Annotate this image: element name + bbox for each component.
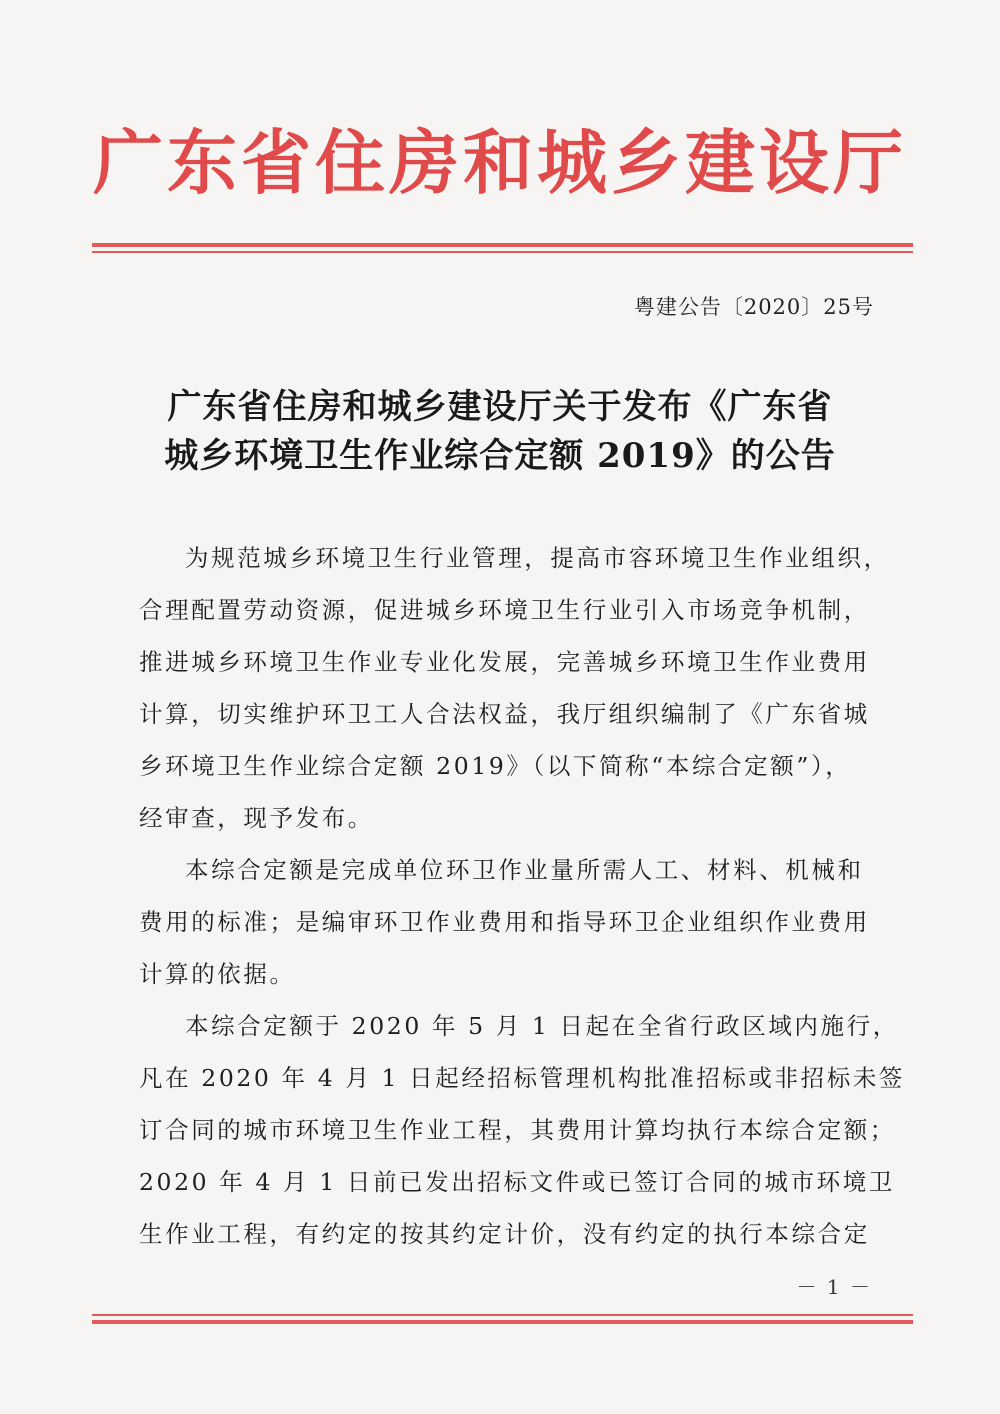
paragraph-3-line: 订合同的城市环境卫生作业工程，其费用计算均执行本综合定额；	[139, 1116, 896, 1144]
header-red-rule-thick	[92, 243, 913, 247]
paragraph-1-line: 计算，切实维护环卫工人合法权益，我厅组织编制了《广东省城	[139, 700, 870, 728]
paragraph-3-line: 生作业工程，有约定的按其约定计价，没有约定的执行本综合定	[139, 1220, 870, 1248]
paragraph-3-line: 2020 年 4 月 1 日前已发出招标文件或已签订合同的城市环境卫	[139, 1168, 895, 1196]
paragraph-2-line: 费用的标准；是编审环卫作业费用和指导环卫企业组织作业费用	[139, 908, 870, 936]
paragraph-2-line: 本综合定额是完成单位环卫作业量所需人工、材料、机械和	[185, 856, 864, 884]
footer-red-rule-thick	[92, 1320, 913, 1324]
header-red-rule-thin	[92, 251, 913, 253]
paragraph-1-line: 乡环境卫生作业综合定额 2019》（以下简称“本综合定额”），	[139, 752, 852, 780]
page-number: － 1 －	[796, 1275, 872, 1299]
paragraph-3-line: 凡在 2020 年 4 月 1 日起经招标管理机构批准招标或非招标未签	[139, 1064, 906, 1092]
paragraph-1-line: 为规范城乡环境卫生行业管理，提高市容环境卫生作业组织，	[185, 544, 890, 572]
document-number: 粤建公告〔2020〕25号	[633, 295, 874, 319]
paragraph-3-line: 本综合定额于 2020 年 5 月 1 日起在全省行政区域内施行，	[185, 1012, 899, 1040]
paragraph-1-line: 经审查，现予发布。	[139, 804, 374, 832]
paragraph-1-line: 合理配置劳动资源，促进城乡环境卫生行业引入市场竞争机制，	[139, 596, 870, 624]
notice-title-line-1: 广东省住房和城乡建设厅关于发布《广东省	[167, 387, 833, 427]
notice-title-line-2: 城乡环境卫生作业综合定额 2019》的公告	[164, 436, 836, 476]
paragraph-2-line: 计算的依据。	[139, 960, 296, 988]
paragraph-1-line: 推进城乡环境卫生作业专业化发展，完善城乡环境卫生作业费用	[139, 648, 870, 676]
footer-red-rule-thin	[92, 1314, 913, 1316]
agency-header: 广东省住房和城乡建设厅	[93, 121, 907, 204]
